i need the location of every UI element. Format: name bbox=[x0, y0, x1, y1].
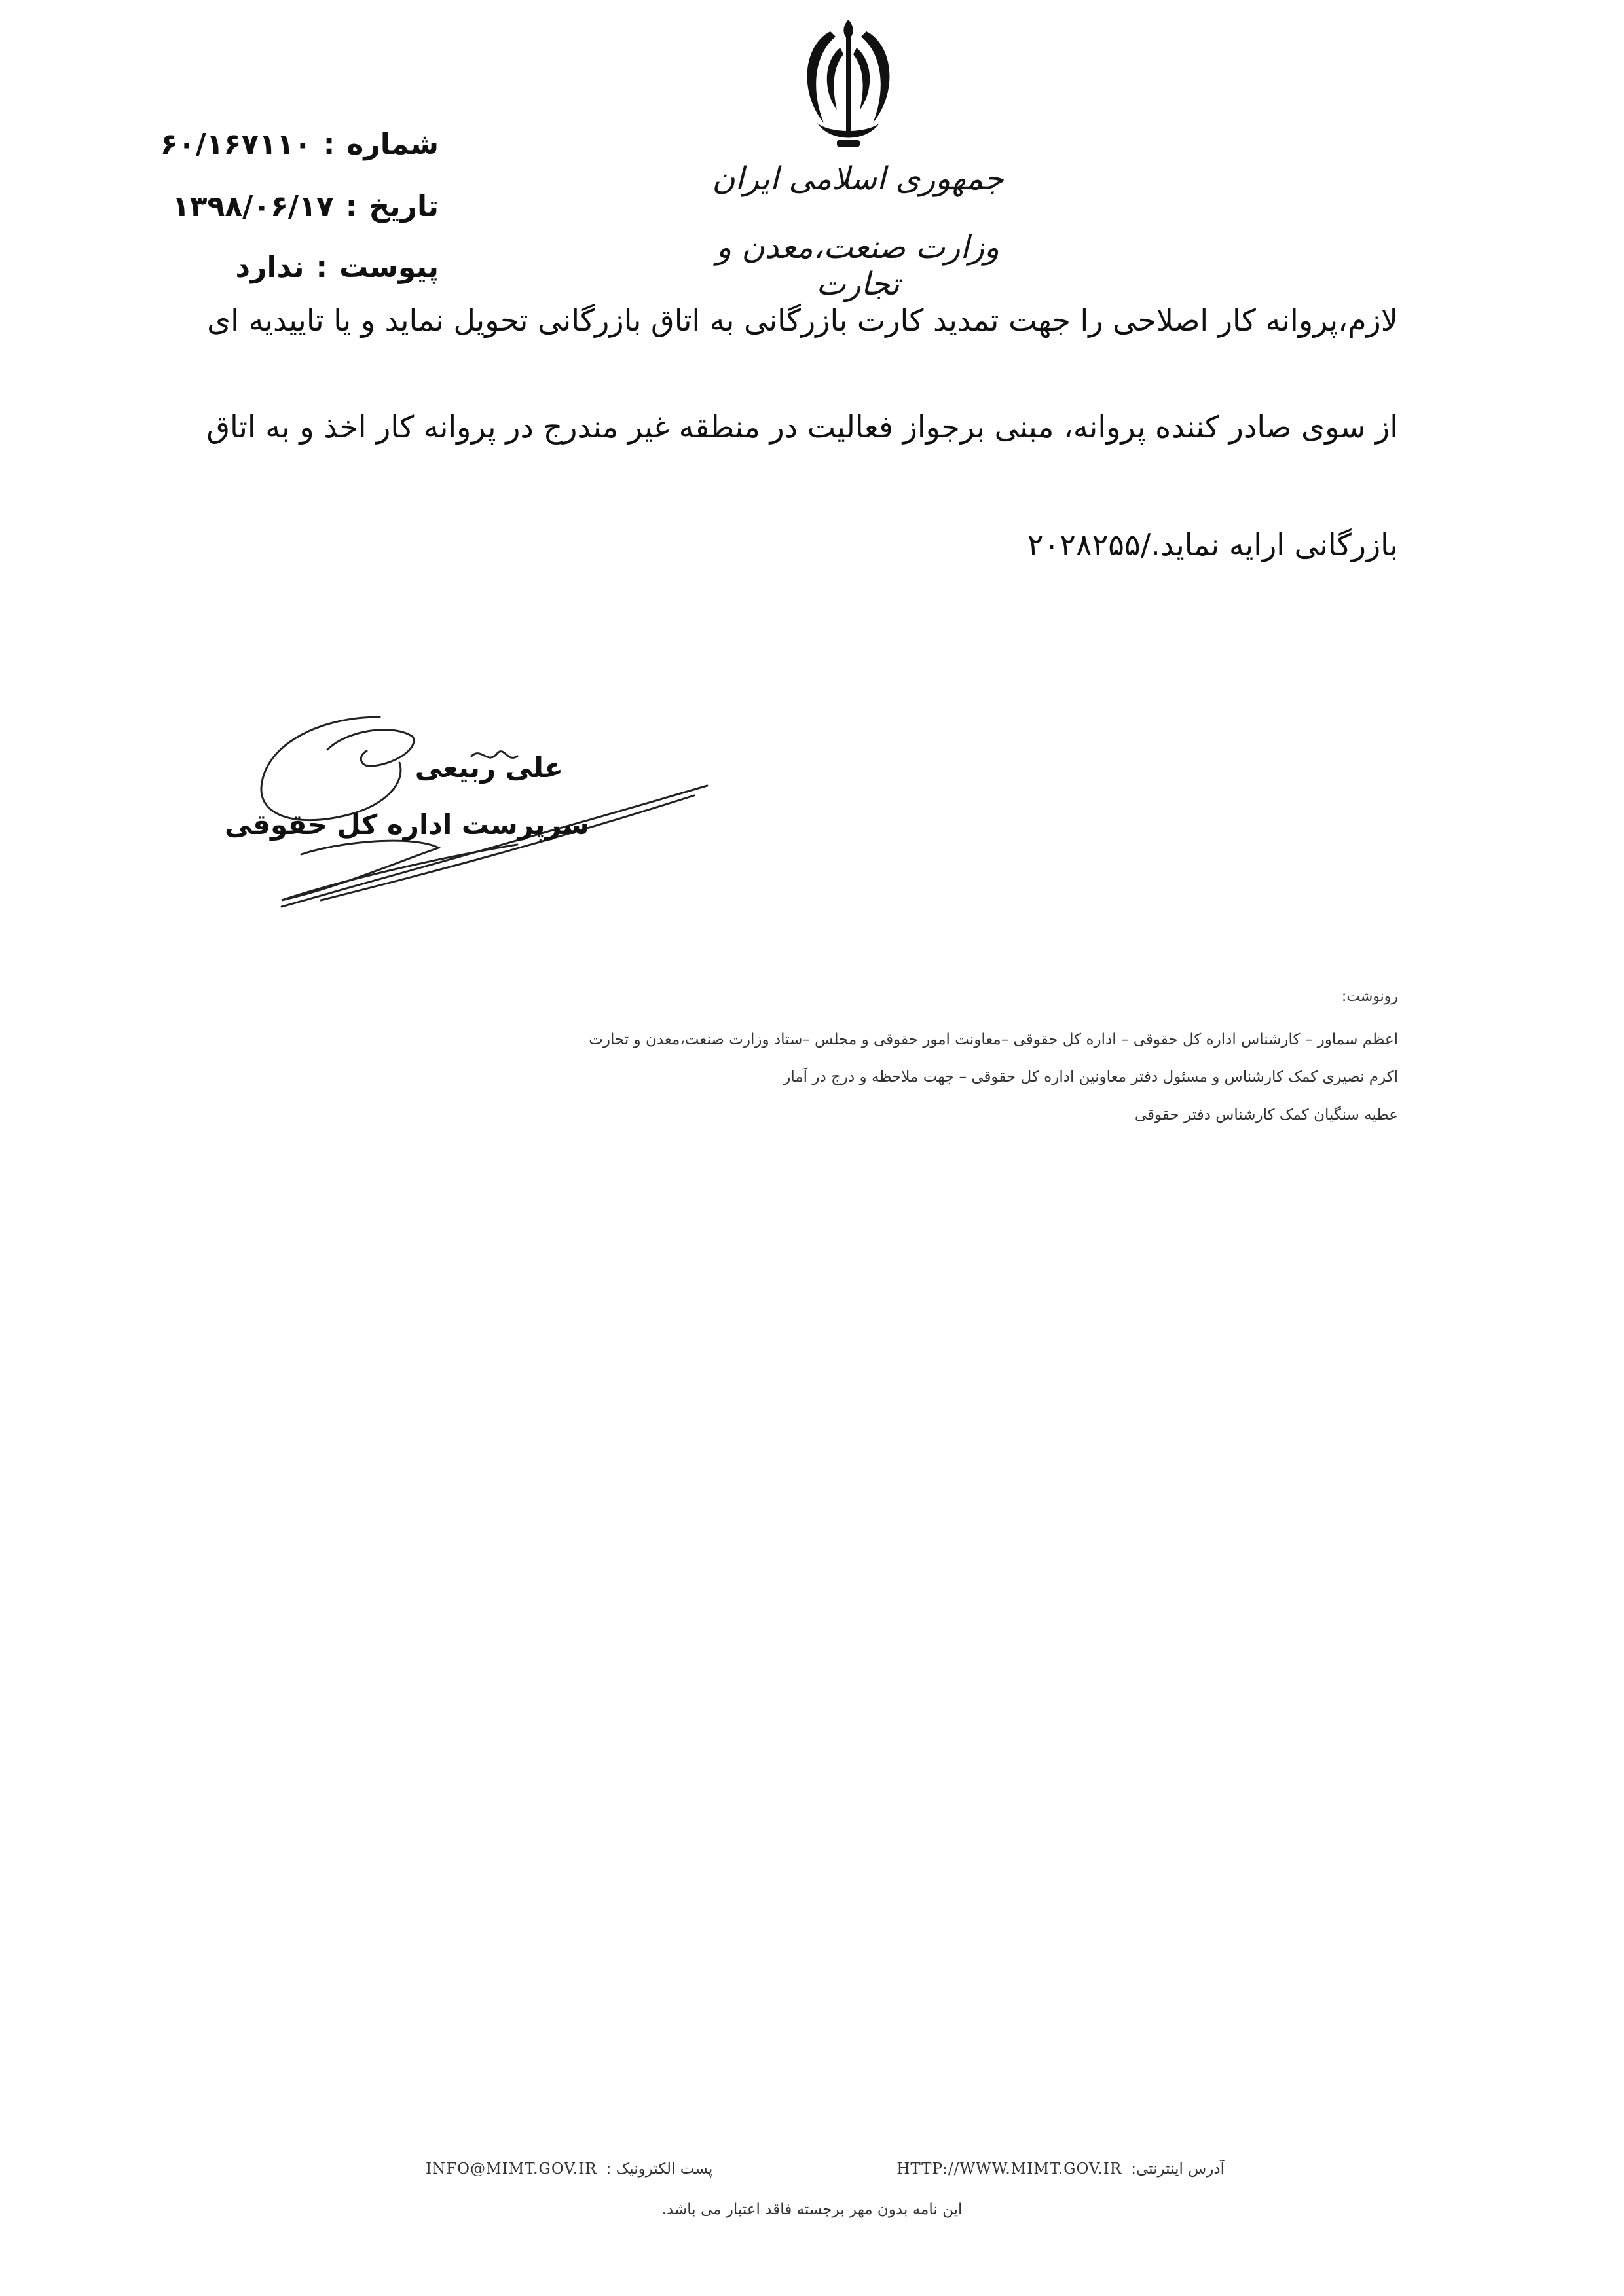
letter-date-label: تاریخ bbox=[369, 190, 439, 223]
validity-note: این نامه بدون مهر برجسته فاقد اعتبار می باشد. bbox=[661, 2201, 963, 2218]
letter-date-row bbox=[144, 190, 439, 223]
copy-recipient: اکرم نصیری کمک کارشناس و مسئول دفتر معاونین اداره کل حقوقی – جهت ملاحظه و درج در آمار bbox=[783, 1068, 1398, 1085]
country-name: جمهوری اسلامی ایران bbox=[712, 160, 1004, 197]
letter-number-row bbox=[144, 128, 439, 161]
footer-email bbox=[426, 2160, 712, 2178]
email-label: پست الکترونیک : bbox=[606, 2160, 713, 2178]
ministry-name: وزارت صنعت،معدن و تجارت bbox=[716, 229, 1000, 302]
colon: : bbox=[345, 190, 358, 223]
signer-name: علی ربیعی bbox=[415, 752, 563, 784]
website-address[interactable]: HTTP://WWW.MIMT.GOV.IR bbox=[896, 2160, 1122, 2178]
attachment-value: ندارد bbox=[235, 251, 304, 284]
national-emblem-icon bbox=[791, 18, 906, 153]
copies-heading: رونوشت: bbox=[1341, 989, 1398, 1005]
colon: : bbox=[323, 128, 335, 161]
attachment-label: پیوست bbox=[339, 251, 439, 284]
letter-number-label: شماره bbox=[346, 128, 439, 161]
signer-title: سرپرست اداره کل حقوقی bbox=[224, 809, 589, 841]
footer-contact bbox=[426, 2160, 1225, 2178]
attachment-row bbox=[144, 251, 439, 284]
letter-number-value: ۶۰/۱۶۷۱۱۰ bbox=[160, 128, 312, 161]
copy-recipient: عطیه سنگیان کمک کارشناس دفتر حقوقی bbox=[1134, 1106, 1398, 1123]
body-line-3: بازرگانی ارایه نماید./۲۰۲۸۲۵۵ bbox=[1027, 527, 1398, 562]
colon: : bbox=[316, 251, 328, 284]
body-line-1: لازم،پروانه کار اصلاحی را جهت تمدید کارت بازرگانی به اتاق بازرگانی تحویل نماید و یا تاییدیه ای bbox=[207, 302, 1398, 338]
footer-website bbox=[896, 2160, 1225, 2178]
body-line-2: از سوی صادر کننده پروانه، مبنی برجواز فعالیت در منطقه غیر مندرج در پروانه کار اخذ و به اتاق bbox=[206, 409, 1398, 445]
email-address[interactable]: INFO@MIMT.GOV.IR bbox=[426, 2160, 597, 2178]
copy-recipient: اعظم سماور – کارشناس اداره کل حقوقی – اداره کل حقوقی –معاونت امور حقوقی و مجلس –ستاد وزارت صنعت،معدن و تجارت bbox=[589, 1031, 1398, 1048]
letter-date-value: ۱۳۹۸/۰۶/۱۷ bbox=[172, 190, 334, 223]
website-label: آدرس اینترنتی: bbox=[1131, 2160, 1225, 2178]
